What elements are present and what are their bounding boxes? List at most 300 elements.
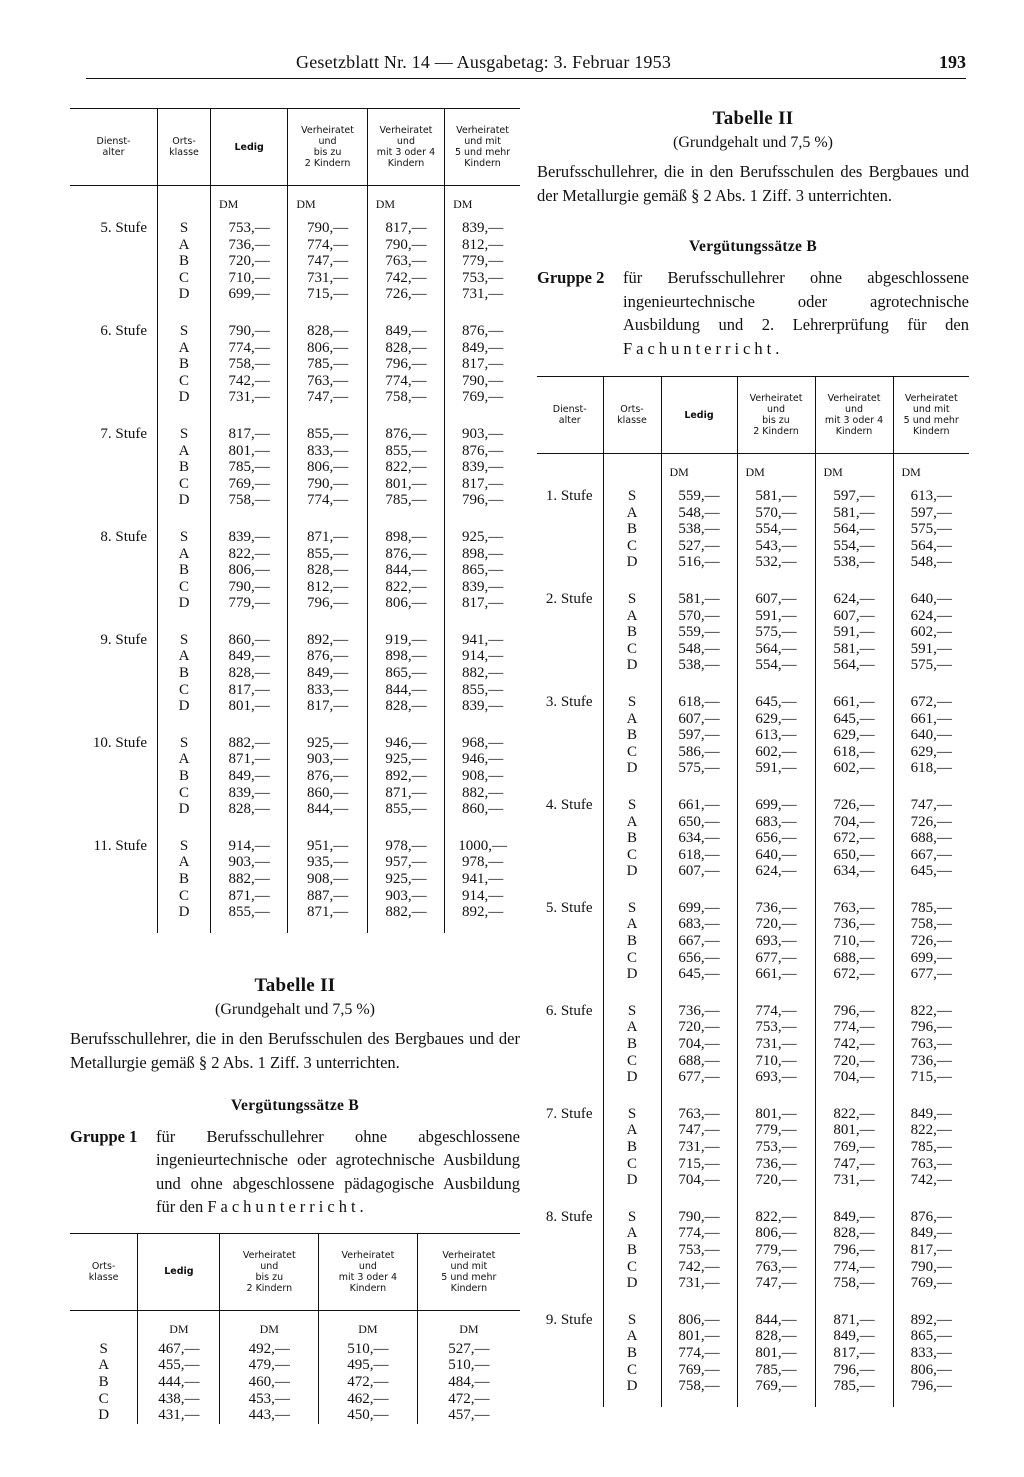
salary-value: 855,— (228, 904, 270, 921)
salary-value: 747,— (833, 1155, 875, 1172)
right-salary-table (537, 376, 969, 1407)
ortsklasse-value: D (178, 698, 190, 715)
ortsklasse-cell (603, 583, 661, 686)
salary-value: 591,— (910, 640, 952, 657)
ortsklasse-value: B (626, 521, 637, 538)
salary-value: 822,— (910, 1122, 952, 1139)
salary-value: 731,— (833, 1172, 875, 1189)
salary-cell (893, 995, 969, 1098)
salary-value: 581,— (755, 488, 797, 504)
salary-cell (661, 480, 737, 583)
unit-label: DM (319, 1310, 418, 1337)
salary-value: 1000,— (458, 837, 507, 854)
ortsklasse-value: S (179, 734, 189, 751)
header-ledig: Ledig (138, 1233, 220, 1310)
page-number: 193 (939, 52, 966, 72)
ortsklasse-value: D (626, 1172, 638, 1189)
salary-value: 591,— (833, 624, 875, 641)
salary-value: 849,— (910, 1225, 952, 1242)
dienstalter-stufe: 3. Stufe (545, 693, 593, 710)
salary-value: 704,— (833, 813, 875, 830)
salary-value: 645,— (833, 710, 875, 727)
table-row (537, 583, 969, 686)
ortsklasse-value: S (179, 220, 189, 236)
salary-value: 624,— (910, 607, 952, 624)
salary-value: 438,— (158, 1390, 200, 1407)
salary-value: 887,— (306, 887, 349, 904)
verguetungssaetze-heading: Vergütungssätze B (688, 238, 818, 255)
salary-value: 796,— (833, 1241, 875, 1258)
salary-value: 914,— (461, 648, 504, 665)
salary-value: 844,— (306, 801, 349, 818)
ortsklasse-cell (158, 212, 211, 315)
salary-value: 753,— (678, 1241, 720, 1258)
ortsklasse-value: S (627, 899, 637, 916)
salary-value: 758,— (678, 1378, 720, 1395)
salary-value: 855,— (306, 545, 349, 562)
salary-cell (367, 521, 444, 624)
ortsklasse-cell (603, 686, 661, 789)
salary-value: 801,— (385, 475, 427, 492)
salary-value: 527,— (448, 1340, 490, 1357)
salary-value: 946,— (385, 734, 427, 751)
salary-cell (445, 521, 520, 624)
salary-value: 774,— (228, 339, 270, 356)
salary-value: 801,— (228, 442, 270, 459)
salary-value: 806,— (678, 1311, 720, 1328)
salary-value: 828,— (385, 339, 427, 356)
salary-value: 790,— (910, 1258, 952, 1275)
left-table-body (70, 186, 520, 933)
salary-value: 597,— (910, 504, 952, 521)
gruppe-text-spaced: Fachunterricht. (207, 1197, 368, 1217)
salary-cell (367, 315, 444, 418)
ortsklasse-value: C (626, 1155, 637, 1172)
ortsklasse-value: D (98, 1407, 110, 1424)
salary-cell (893, 480, 969, 583)
dienstalter-stufe: 5. Stufe (545, 899, 593, 916)
salary-cell (737, 789, 815, 892)
ortsklasse-value: S (179, 528, 189, 545)
header-verheiratet-5: Verheiratet und mit 5 und mehr Kindern (417, 1233, 520, 1310)
salary-value: 758,— (385, 389, 427, 406)
table-header-row (70, 109, 520, 186)
salary-value: 774,— (833, 1019, 875, 1036)
ortsklasse-cell (603, 1098, 661, 1201)
header-ledig: Ledig (661, 377, 737, 454)
salary-value: 532,— (755, 554, 797, 571)
left-tabelle-section (70, 975, 520, 1219)
section-title: Tabelle II (254, 974, 336, 996)
salary-cell (815, 583, 893, 686)
salary-value: 828,— (306, 562, 349, 579)
salary-value: 736,— (228, 236, 270, 253)
left-column (70, 108, 520, 1424)
table-row (70, 315, 520, 418)
ortsklasse-cell (70, 1337, 138, 1424)
salary-cell (893, 583, 969, 686)
salary-cell (288, 212, 367, 315)
salary-value: 763,— (385, 253, 427, 270)
header-ortsklasse: Orts- klasse (70, 1233, 138, 1310)
salary-cell (737, 1098, 815, 1201)
salary-value: 908,— (461, 768, 504, 785)
header-verheiratet-3-4: Verheiratet und mit 3 oder 4 Kindern (319, 1233, 418, 1310)
gruppe-paragraph (537, 266, 969, 360)
salary-cell (737, 995, 815, 1098)
ortsklasse-cell (158, 727, 211, 830)
salary-value: 656,— (678, 949, 720, 966)
table-row (537, 1201, 969, 1304)
salary-value: 457,— (448, 1407, 490, 1424)
salary-cell (445, 624, 520, 727)
salary-value: 785,— (385, 492, 427, 509)
salary-value: 871,— (385, 784, 427, 801)
salary-value: 667,— (678, 933, 720, 950)
salary-value: 844,— (385, 681, 427, 698)
salary-value: 634,— (833, 863, 875, 880)
salary-cell (367, 212, 444, 315)
salary-value: 779,— (228, 595, 270, 612)
salary-value: 855,— (306, 425, 349, 442)
salary-value: 935,— (306, 854, 349, 871)
ortsklasse-value: S (627, 1105, 637, 1122)
salary-value: 602,— (755, 743, 797, 760)
salary-value: 790,— (385, 236, 427, 253)
salary-value: 796,— (910, 1378, 952, 1395)
salary-cell (661, 686, 737, 789)
salary-value: 828,— (833, 1225, 875, 1242)
salary-value: 731,— (228, 389, 270, 406)
salary-value: 806,— (306, 339, 349, 356)
salary-value: 763,— (306, 372, 349, 389)
header-dienstalter: Dienst- alter (537, 377, 603, 454)
ortsklasse-value: S (99, 1340, 108, 1357)
salary-cell (661, 1304, 737, 1407)
salary-value: 548,— (678, 504, 720, 521)
salary-value: 607,— (678, 863, 720, 880)
header-verheiratet-2: Verheiratet und bis zu 2 Kindern (288, 109, 367, 186)
salary-value: 882,— (385, 904, 427, 921)
salary-value: 796,— (461, 492, 504, 509)
salary-value: 833,— (306, 442, 349, 459)
ortsklasse-value: S (627, 590, 637, 607)
salary-value: 624,— (833, 590, 875, 607)
salary-cell (815, 480, 893, 583)
salary-value: 693,— (755, 933, 797, 950)
header-verheiratet-3-4: Verheiratet und mit 3 oder 4 Kindern (367, 109, 444, 186)
salary-value: 715,— (678, 1155, 720, 1172)
salary-value: 564,— (833, 521, 875, 538)
salary-value: 720,— (755, 1172, 797, 1189)
salary-value: 575,— (910, 521, 952, 538)
salary-value: 839,— (228, 784, 270, 801)
salary-cell (893, 1304, 969, 1407)
salary-value: 946,— (461, 751, 504, 768)
salary-value: 731,— (678, 1275, 720, 1292)
salary-value: 758,— (228, 356, 270, 373)
salary-value: 806,— (306, 459, 349, 476)
dienstalter-stufe: 6. Stufe (545, 1002, 593, 1019)
salary-value: 453,— (248, 1390, 290, 1407)
header-verheiratet-2: Verheiratet und bis zu 2 Kindern (737, 377, 815, 454)
ortsklasse-value: B (179, 871, 190, 887)
salary-value: 822,— (228, 545, 270, 562)
salary-value: 554,— (755, 657, 797, 674)
salary-value: 597,— (678, 727, 720, 744)
ortsklasse-cell (603, 1304, 661, 1407)
salary-value: 699,— (228, 286, 270, 303)
salary-value: 871,— (306, 528, 349, 545)
salary-value: 731,— (461, 286, 504, 303)
ortsklasse-value: S (627, 796, 637, 813)
ortsklasse-value: A (178, 648, 190, 665)
table-row (537, 1098, 969, 1201)
dienstalter-stufe: 9. Stufe (545, 1311, 593, 1328)
ortsklasse-value: D (178, 492, 190, 509)
unit-label: DM (893, 454, 969, 481)
ortsklasse-value: S (179, 837, 189, 854)
unit-row (537, 454, 969, 481)
ortsklasse-value: A (98, 1357, 110, 1374)
ortsklasse-value: D (626, 657, 638, 674)
salary-value: 747,— (306, 253, 349, 270)
salary-value: 779,— (755, 1122, 797, 1139)
ortsklasse-cell (158, 418, 211, 521)
ortsklasse-value: B (626, 933, 637, 950)
salary-value: 492,— (248, 1340, 290, 1357)
table-row (537, 1304, 969, 1407)
salary-value: 618,— (910, 760, 952, 777)
salary-value: 790,— (678, 1208, 720, 1225)
ortsklasse-cell (603, 789, 661, 892)
salary-value: 978,— (385, 837, 427, 854)
salary-value: 790,— (306, 475, 349, 492)
salary-value: 693,— (755, 1069, 797, 1086)
salary-value: 747,— (910, 796, 952, 813)
salary-value: 822,— (910, 1002, 952, 1019)
salary-value: 849,— (306, 665, 349, 682)
unit-label: DM (220, 1310, 319, 1337)
salary-value: 581,— (678, 590, 720, 607)
salary-value: 443,— (248, 1407, 290, 1424)
salary-value: 925,— (385, 871, 427, 887)
salary-value: 677,— (910, 966, 952, 983)
ortsklasse-value: B (179, 665, 190, 682)
gruppe-text-spaced: Fachunterricht. (623, 338, 784, 358)
salary-value: 618,— (833, 743, 875, 760)
salary-value: 640,— (910, 727, 952, 744)
salary-value: 559,— (678, 624, 720, 641)
salary-value: 779,— (755, 1241, 797, 1258)
section-subtitle: (Grundgehalt und 7,5 %) (215, 1000, 375, 1018)
ortsklasse-value: D (626, 1069, 638, 1086)
salary-cell (367, 624, 444, 727)
ortsklasse-value: A (626, 813, 638, 830)
salary-value: 699,— (910, 949, 952, 966)
salary-value: 753,— (755, 1019, 797, 1036)
ortsklasse-cell (158, 624, 211, 727)
salary-cell (893, 1201, 969, 1304)
salary-value: 941,— (461, 631, 504, 648)
salary-value: 753,— (755, 1139, 797, 1155)
salary-value: 495,— (347, 1357, 389, 1374)
salary-value: 806,— (910, 1361, 952, 1378)
salary-value: 763,— (833, 899, 875, 916)
right-table-body (537, 454, 969, 1407)
salary-value: 790,— (306, 220, 349, 236)
salary-value: 538,— (678, 657, 720, 674)
table-row (70, 1337, 520, 1424)
salary-value: 699,— (755, 796, 797, 813)
salary-value: 812,— (306, 578, 349, 595)
table-row (70, 727, 520, 830)
salary-cell (893, 789, 969, 892)
ortsklasse-value: C (179, 269, 190, 286)
salary-value: 849,— (385, 322, 427, 339)
header-rule (86, 78, 966, 79)
page-header (86, 50, 966, 80)
salary-value: 812,— (461, 236, 504, 253)
salary-value: 876,— (385, 545, 427, 562)
salary-value: 629,— (910, 743, 952, 760)
salary-value: 914,— (461, 887, 504, 904)
ortsklasse-cell (603, 480, 661, 583)
salary-value: 720,— (228, 253, 270, 270)
gruppe-paragraph (70, 1125, 520, 1219)
salary-value: 925,— (461, 528, 504, 545)
salary-value: 871,— (228, 887, 270, 904)
ortsklasse-value: C (179, 578, 190, 595)
salary-value: 865,— (461, 562, 504, 579)
salary-value: 839,— (228, 528, 270, 545)
unit-label: DM (288, 186, 367, 213)
salary-cell (288, 727, 367, 830)
salary-value: 817,— (306, 698, 349, 715)
ortsklasse-value: B (179, 253, 190, 270)
salary-value: 908,— (306, 871, 349, 887)
salary-value: 597,— (833, 488, 875, 504)
salary-value: 591,— (755, 760, 797, 777)
dienstalter-stufe: 10. Stufe (92, 734, 148, 751)
ortsklasse-cell (158, 521, 211, 624)
ortsklasse-value: B (626, 1036, 637, 1053)
salary-value: 753,— (228, 220, 270, 236)
salary-cell (815, 892, 893, 995)
ortsklasse-value: A (178, 339, 190, 356)
salary-value: 667,— (910, 846, 952, 863)
salary-value: 753,— (461, 269, 504, 286)
salary-value: 785,— (833, 1378, 875, 1395)
salary-cell (445, 315, 520, 418)
salary-value: 978,— (461, 854, 504, 871)
ortsklasse-cell (158, 830, 211, 933)
ortsklasse-value: C (626, 1052, 637, 1069)
salary-value: 769,— (755, 1378, 797, 1395)
salary-value: 817,— (385, 220, 427, 236)
salary-value: 758,— (228, 492, 270, 509)
ortsklasse-value: S (627, 1311, 637, 1328)
ortsklasse-value: C (179, 475, 190, 492)
salary-cell (288, 830, 367, 933)
salary-value: 704,— (678, 1172, 720, 1189)
salary-cell (138, 1337, 220, 1424)
salary-value: 892,— (910, 1311, 952, 1328)
salary-value: 645,— (678, 966, 720, 983)
ortsklasse-value: D (626, 1275, 638, 1292)
gruppe-label: Gruppe 1 (70, 1126, 138, 1146)
salary-value: 554,— (833, 537, 875, 554)
salary-value: 431,— (158, 1407, 200, 1424)
salary-value: 575,— (678, 760, 720, 777)
salary-cell (210, 727, 287, 830)
salary-value: 661,— (755, 966, 797, 983)
verguetungssaetze-heading: Vergütungssätze B (230, 1096, 360, 1114)
salary-cell (210, 830, 287, 933)
salary-value: 882,— (461, 784, 504, 801)
salary-value: 672,— (833, 966, 875, 983)
salary-value: 715,— (910, 1069, 952, 1086)
ortsklasse-value: S (179, 425, 189, 442)
salary-value: 554,— (755, 521, 797, 538)
salary-cell (445, 727, 520, 830)
salary-value: 683,— (678, 916, 720, 933)
salary-cell (661, 583, 737, 686)
salary-cell (737, 583, 815, 686)
salary-value: 871,— (833, 1311, 875, 1328)
salary-cell (367, 727, 444, 830)
ortsklasse-value: D (626, 966, 638, 983)
salary-value: 817,— (228, 681, 270, 698)
salary-cell (319, 1337, 418, 1424)
salary-value: 796,— (833, 1002, 875, 1019)
salary-value: 817,— (461, 475, 504, 492)
salary-value: 769,— (228, 475, 270, 492)
left-salary-table (70, 108, 520, 933)
ortsklasse-value: B (179, 459, 190, 476)
salary-value: 731,— (755, 1036, 797, 1053)
salary-value: 876,— (385, 425, 427, 442)
salary-value: 769,— (678, 1361, 720, 1378)
table-header-row (70, 1233, 520, 1310)
salary-value: 726,— (833, 796, 875, 813)
salary-value: 736,— (678, 1002, 720, 1019)
salary-value: 849,— (461, 339, 504, 356)
ortsklasse-value: A (178, 442, 190, 459)
salary-value: 817,— (228, 425, 270, 442)
salary-value: 570,— (678, 607, 720, 624)
salary-value: 822,— (833, 1105, 875, 1122)
salary-cell (210, 521, 287, 624)
salary-value: 688,— (833, 949, 875, 966)
ortsklasse-value: B (179, 562, 190, 579)
salary-value: 892,— (461, 904, 504, 921)
salary-value: 758,— (910, 916, 952, 933)
salary-value: 785,— (910, 1139, 952, 1155)
salary-value: 941,— (461, 871, 504, 887)
salary-value: 736,— (755, 1155, 797, 1172)
salary-value: 796,— (833, 1361, 875, 1378)
salary-cell (445, 212, 520, 315)
salary-value: 828,— (755, 1328, 797, 1345)
salary-value: 650,— (678, 813, 720, 830)
salary-value: 510,— (448, 1357, 490, 1374)
salary-cell (445, 418, 520, 521)
salary-value: 688,— (678, 1052, 720, 1069)
salary-value: 581,— (833, 504, 875, 521)
ortsklasse-value: B (626, 1139, 637, 1155)
salary-value: 801,— (755, 1105, 797, 1122)
